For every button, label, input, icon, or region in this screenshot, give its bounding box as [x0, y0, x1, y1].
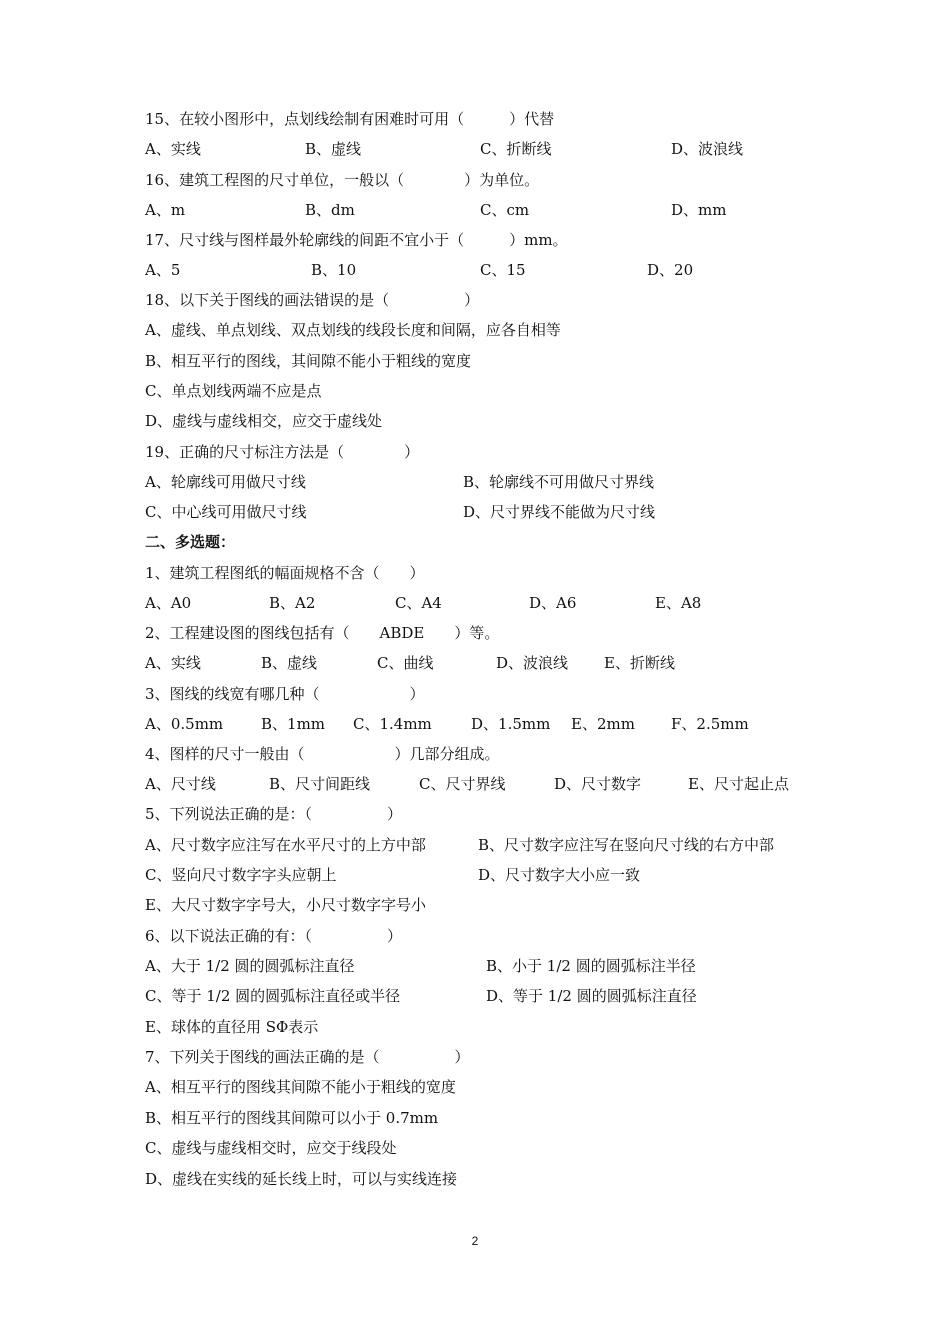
option-text: C、15 — [480, 261, 526, 279]
option-text: D、A6 — [529, 594, 577, 612]
option-text: E、A8 — [655, 594, 702, 612]
option-text: E、尺寸起止点 — [688, 775, 789, 793]
option-text: C、A4 — [395, 594, 442, 612]
option-text: C、曲线 — [377, 654, 434, 672]
question-text: 15、在较小图形中，点划线绘制有困难时可用（ ）代替 — [145, 110, 555, 128]
page-number: 2 — [471, 1234, 479, 1248]
option-text: B、10 — [311, 261, 357, 279]
option-text: A、5 — [145, 261, 181, 279]
option-text: A、A0 — [145, 594, 192, 612]
question-text: D、虚线与虚线相交，应交于虚线处 — [145, 412, 383, 430]
option-text: B、尺寸间距线 — [269, 775, 371, 793]
question-text: 16、建筑工程图的尺寸单位，一般以（ ）为单位。 — [145, 171, 540, 189]
option-text: B、轮廓线不可用做尺寸界线 — [463, 473, 655, 491]
question-text: 1、建筑工程图纸的幅面规格不含（ ） — [145, 564, 425, 582]
option-text: C、等于 1/2 圆的圆弧标注直径或半径 — [145, 987, 401, 1005]
option-text: C、尺寸界线 — [419, 775, 506, 793]
question-text: 2、工程建设图的图线包括有（ ABDE ）等。 — [145, 624, 500, 642]
question-text: E、球体的直径用 SΦ表示 — [145, 1018, 319, 1036]
question-text: B、相互平行的图线其间隙可以小于 0.7mm — [145, 1109, 439, 1127]
option-text: D、mm — [671, 201, 727, 219]
option-text: D、尺寸数字 — [554, 775, 642, 793]
option-text: E、折断线 — [604, 654, 675, 672]
question-text: 17、尺寸线与图样最外轮廓线的间距不宜小于（ ）mm。 — [145, 231, 568, 249]
question-text: 7、下列关于图线的画法正确的是（ ） — [145, 1048, 470, 1066]
question-text: 19、正确的尺寸标注方法是（ ） — [145, 443, 420, 461]
question-text: 3、图线的线宽有哪几种（ ） — [145, 685, 425, 703]
option-text: D、尺寸界线不能做为尺寸线 — [463, 503, 656, 521]
option-text: B、A2 — [269, 594, 316, 612]
question-text: 6、以下说法正确的有：（ ） — [145, 927, 403, 945]
option-text: A、m — [145, 201, 186, 219]
option-text: C、中心线可用做尺寸线 — [145, 503, 307, 521]
option-text: A、轮廓线可用做尺寸线 — [145, 473, 306, 491]
option-text: C、折断线 — [480, 140, 552, 158]
question-text: C、虚线与虚线相交时，应交于线段处 — [145, 1139, 397, 1157]
option-text: E、2mm — [571, 715, 635, 733]
option-text: B、1mm — [261, 715, 326, 733]
option-text: A、0.5mm — [145, 715, 224, 733]
section-heading: 二、多选题： — [145, 533, 236, 551]
option-text: A、尺寸线 — [145, 775, 216, 793]
option-text: A、尺寸数字应注写在水平尺寸的上方中部 — [145, 836, 426, 854]
option-text: A、大于 1/2 圆的圆弧标注直径 — [145, 957, 355, 975]
question-text: C、单点划线两端不应是点 — [145, 382, 322, 400]
option-text: D、波浪线 — [496, 654, 569, 672]
option-text: F、2.5mm — [671, 715, 749, 733]
option-text: B、虚线 — [305, 140, 362, 158]
option-text: A、实线 — [145, 654, 201, 672]
option-text: C、1.4mm — [353, 715, 432, 733]
question-text: A、相互平行的图线其间隙不能小于粗线的宽度 — [145, 1078, 456, 1096]
question-text: 5、下列说法正确的是：（ ） — [145, 805, 403, 823]
question-text: A、虚线、单点划线、双点划线的线段长度和间隔，应各自相等 — [145, 321, 561, 339]
option-text: D、1.5mm — [471, 715, 551, 733]
question-text: B、相互平行的图线，其间隙不能小于粗线的宽度 — [145, 352, 472, 370]
question-text: 4、图样的尺寸一般由（ ）几部分组成。 — [145, 745, 500, 763]
question-text: 18、以下关于图线的画法错误的是（ ） — [145, 291, 480, 309]
option-text: B、虚线 — [261, 654, 318, 672]
option-text: B、小于 1/2 圆的圆弧标注半径 — [486, 957, 696, 975]
question-text: E、大尺寸数字字号大，小尺寸数字字号小 — [145, 896, 426, 914]
option-text: B、dm — [305, 201, 355, 219]
option-text: B、尺寸数字应注写在竖向尺寸线的右方中部 — [478, 836, 775, 854]
option-text: C、竖向尺寸数字字头应朝上 — [145, 866, 337, 884]
option-text: D、20 — [647, 261, 694, 279]
option-text: D、波浪线 — [671, 140, 744, 158]
option-text: A、实线 — [145, 140, 201, 158]
question-text: D、虚线在实线的延长线上时，可以与实线连接 — [145, 1170, 458, 1188]
option-text: D、尺寸数字大小应一致 — [478, 866, 641, 884]
option-text: C、cm — [480, 201, 530, 219]
option-text: D、等于 1/2 圆的圆弧标注直径 — [486, 987, 697, 1005]
